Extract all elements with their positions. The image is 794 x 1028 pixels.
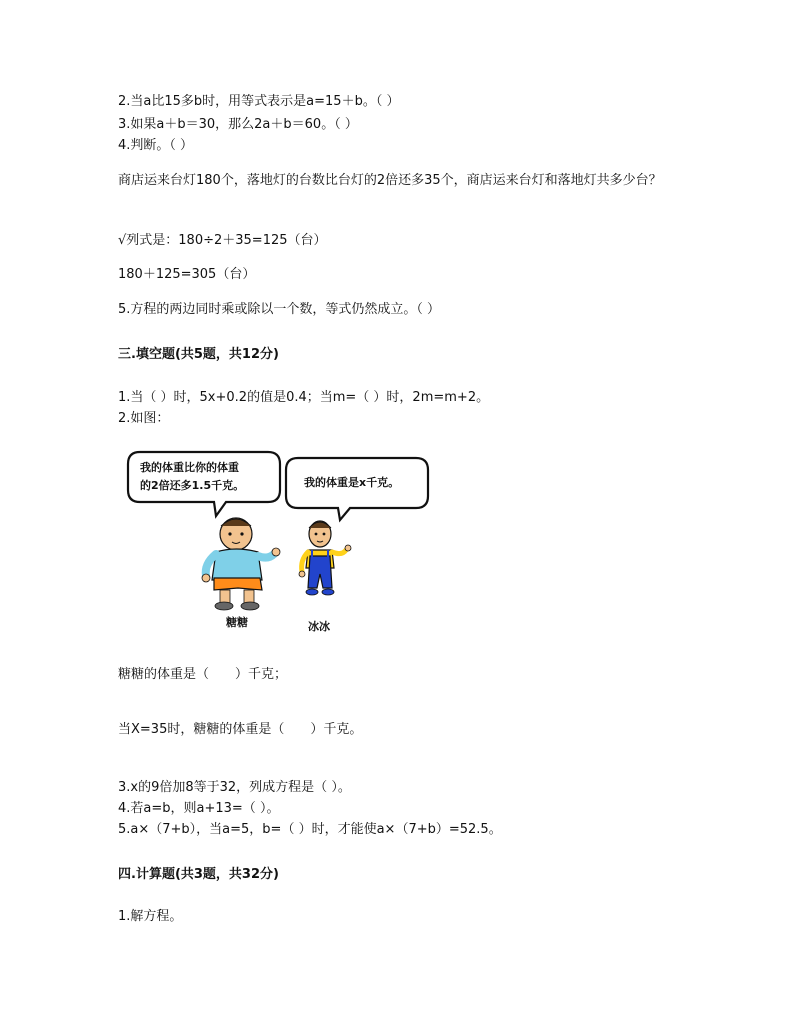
bubble-left-line-1: 我的体重比你的体重: [140, 461, 239, 474]
weight-illustration: [118, 442, 448, 642]
judgement-item-2: 2.当a比15多b时，用等式表示是a=15＋b。（ ）: [118, 94, 400, 109]
fill-item-1: 1.当（ ）时，5x+0.2的值是0.4；当m=（ ）时，2m=m+2。: [118, 390, 490, 405]
boy-bingbing: [299, 521, 351, 595]
fill-item-5: 5.a×（7+b），当a=5，b=（ ）时，才能使a×（7+b）=52.5。: [118, 822, 502, 837]
word-problem: 商店运来台灯180个，落地灯的台数比台灯的2倍还多35个，商店运来台灯和落地灯共多少台？: [118, 173, 662, 188]
question-weight-when-x-35: 当X=35时，糖糖的体重是（ ）千克。: [118, 722, 363, 737]
question-weight-tangtang: 糖糖的体重是（ ）千克；: [118, 667, 288, 682]
boy-tangtang: [202, 518, 280, 610]
bubble-left-line-2: 的2倍还多1.5千克。: [140, 479, 245, 492]
section-4-heading: 四.计算题(共3题，共32分): [118, 867, 279, 882]
name-label-tangtang: 糖糖: [226, 616, 248, 629]
judgement-item-4: 4.判断。（ ）: [118, 138, 194, 153]
solution-line-2: 180＋125=305（台）: [118, 267, 256, 282]
fill-item-4: 4.若a=b，则a+13=（ ）。: [118, 801, 280, 816]
solution-line-1: √列式是：180÷2＋35=125（台）: [118, 233, 327, 248]
judgement-item-5: 5.方程的两边同时乘或除以一个数，等式仍然成立。（ ）: [118, 302, 441, 317]
bubble-right-text: 我的体重是x千克。: [304, 476, 400, 489]
judgement-item-3: 3.如果a＋b＝30，那么2a＋b＝60。（ ）: [118, 117, 358, 132]
name-label-bingbing: 冰冰: [308, 620, 330, 633]
fill-item-3: 3.x的9倍加8等于32，列成方程是（ ）。: [118, 780, 351, 795]
calc-item-1: 1.解方程。: [118, 909, 183, 924]
fill-item-2: 2.如图：: [118, 411, 170, 426]
section-3-heading: 三.填空题(共5题，共12分): [118, 347, 279, 362]
